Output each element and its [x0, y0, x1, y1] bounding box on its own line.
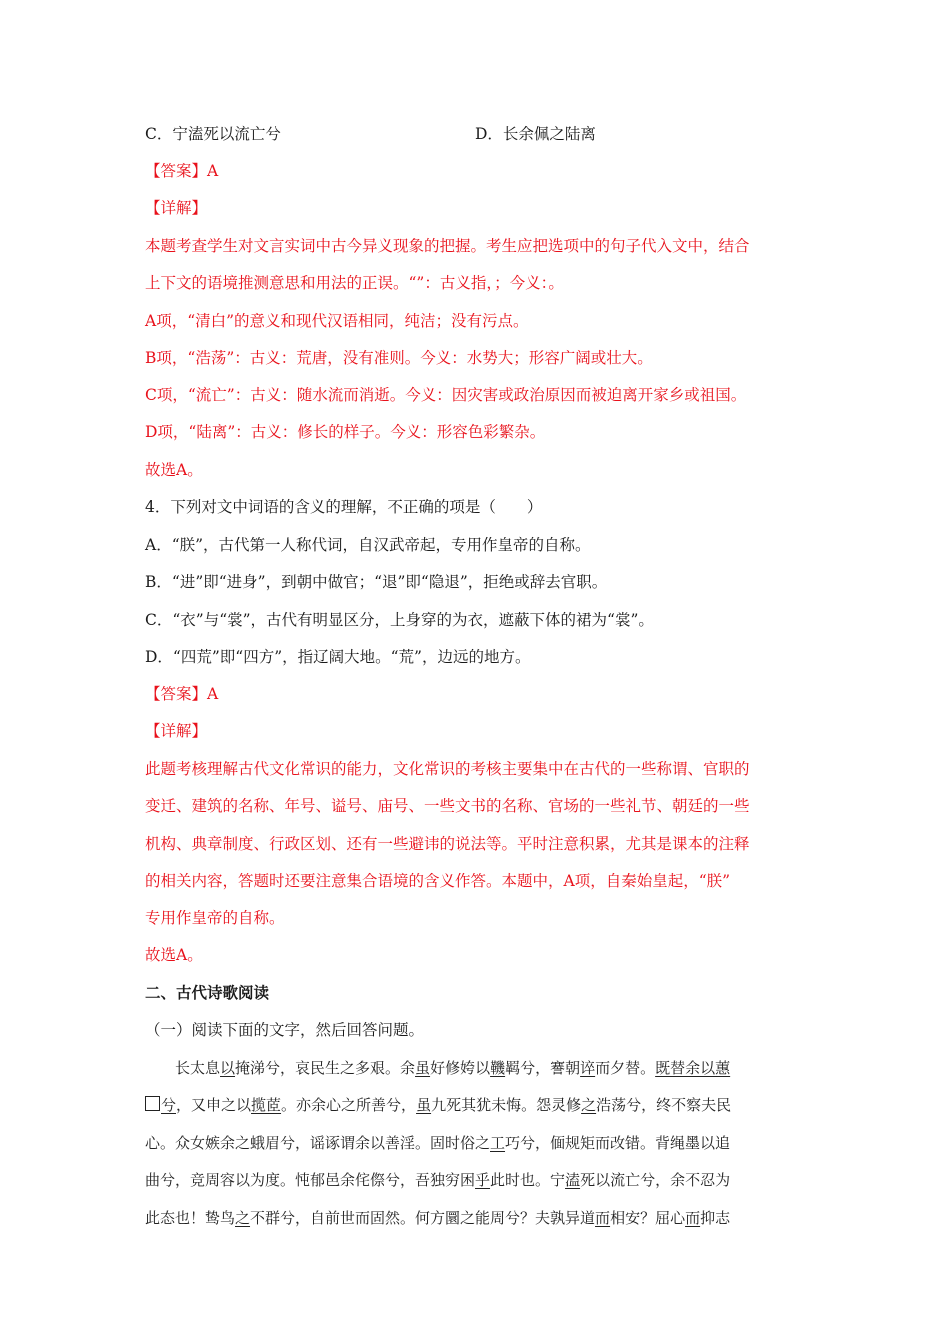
q4-explain-line: 机构、典章制度、行政区划、还有一些避讳的说法等。平时注意积累，尤其是课本的注释 — [145, 835, 750, 853]
q3-explain-line: D项，“陆离”：古义：修长的样子。今义：形容色彩繁杂。 — [145, 423, 546, 441]
q4-answer: 【答案】A — [145, 685, 219, 703]
underlined-word: 溘 — [565, 1171, 581, 1189]
underlined-word: 虽 — [415, 1059, 431, 1077]
underlined-word: 工 — [490, 1134, 506, 1152]
q4-stem: 4．下列对文中词语的含义的理解，不正确的项是（ ） — [145, 498, 543, 516]
q3-explain-line: A项，“清白”的意义和现代汉语相同，纯洁；没有污点。 — [145, 312, 529, 330]
q4-option-b: B．“进”即“进身”，到朝中做官；“退”即“隐退”，拒绝或辞去官职。 — [145, 573, 608, 591]
underlined-word: 谇 — [580, 1059, 596, 1077]
underlined-word: 而 — [685, 1209, 701, 1227]
q4-option-c: C．“衣”与“裳”，古代有明显区分，上身穿的为衣，遮蔽下体的裙为“裳”。 — [145, 611, 654, 629]
poem-line: 曲兮，竞周容以为度。忳郁邑余侘傺兮，吾独穷困乎此时也。宁溘死以流亡兮，余不忍为 — [145, 1171, 731, 1189]
q4-option-d: D．“四荒”即“四方”，指辽阔大地。“荒”，边远的地方。 — [145, 648, 531, 666]
underlined-word: 揽茝 — [251, 1096, 282, 1114]
q4-explain-line: 变迁、建筑的名称、年号、谥号、庙号、一些文书的名称、官场的一些礼节、朝廷的一些 — [145, 797, 750, 815]
q4-explain-line: 此题考核理解古代文化常识的能力，文化常识的考核主要集中在古代的一些称谓、官职的 — [145, 760, 750, 778]
q3-option-c: C．宁溘死以流亡兮 — [145, 125, 281, 143]
q3-answer: 【答案】A — [145, 162, 219, 180]
poem-line: 长太息以掩涕兮，哀民生之多艰。余虽好修姱以鞿羁兮，謇朝谇而夕替。既替余以蕙 — [175, 1059, 731, 1077]
underlined-phrase: 兮 — [161, 1096, 177, 1114]
q4-explain-line: 的相关内容，答题时还要注意集合语境的含义作答。本题中，A项，自秦始皇起，“朕” — [145, 872, 731, 890]
q4-explain-line: 专用作皇帝的自称。 — [145, 909, 285, 927]
reading-instruction: （一）阅读下面的文字，然后回答问题。 — [145, 1021, 425, 1039]
underlined-word: 鞿 — [490, 1059, 506, 1077]
underlined-word: 以 — [220, 1059, 236, 1077]
q3-explain-line: C项，“流亡”：古义：随水流而消逝。今义：因灾害或政治原因而被迫离开家乡或祖国。 — [145, 386, 747, 404]
underlined-word: 乎 — [475, 1171, 491, 1189]
q3-conclusion: 故选A。 — [145, 461, 203, 479]
q3-explain-line: B项，“浩荡”：古义：荒唐，没有准则。今义：水势大；形容广阔或壮大。 — [145, 349, 653, 367]
q3-explain-line: 本题考查学生对文言实词中古今异义现象的把握。考生应把选项中的句子代入文中，结合 — [145, 237, 750, 255]
q4-detail-label: 【详解】 — [145, 722, 208, 740]
q3-detail-label: 【详解】 — [145, 199, 208, 217]
q4-option-a: A．“朕”，古代第一人称代词，自汉武帝起，专用作皇帝的自称。 — [145, 536, 591, 554]
section-title: 二、古代诗歌阅读 — [145, 983, 270, 1002]
q3-option-d: D．长余佩之陆离 — [475, 125, 596, 143]
poem-line: 心。众女嫉余之蛾眉兮，谣诼谓余以善淫。固时俗之工巧兮，偭规矩而改错。背绳墨以追 — [145, 1134, 731, 1152]
q4-conclusion: 故选A。 — [145, 946, 203, 964]
underlined-word: 而 — [595, 1209, 611, 1227]
underlined-phrase: 既替余以蕙 — [655, 1059, 731, 1077]
poem-line: 兮，又申之以揽茝。亦余心之所善兮，虽九死其犹未悔。怨灵修之浩荡兮，终不察夫民 — [145, 1094, 805, 1116]
underlined-word: 虽 — [416, 1096, 432, 1114]
underlined-word: 之 — [235, 1209, 251, 1227]
missing-character-box — [145, 1096, 160, 1111]
q3-explain-line: 上下文的语境推测意思和用法的正误。“”：古义指，；今义：。 — [145, 274, 564, 292]
underlined-word: 之 — [581, 1096, 597, 1114]
poem-line: 此态也！鸷鸟之不群兮，自前世而固然。何方圜之能周兮？夫孰异道而相安？屈心而抑志 — [145, 1209, 731, 1227]
